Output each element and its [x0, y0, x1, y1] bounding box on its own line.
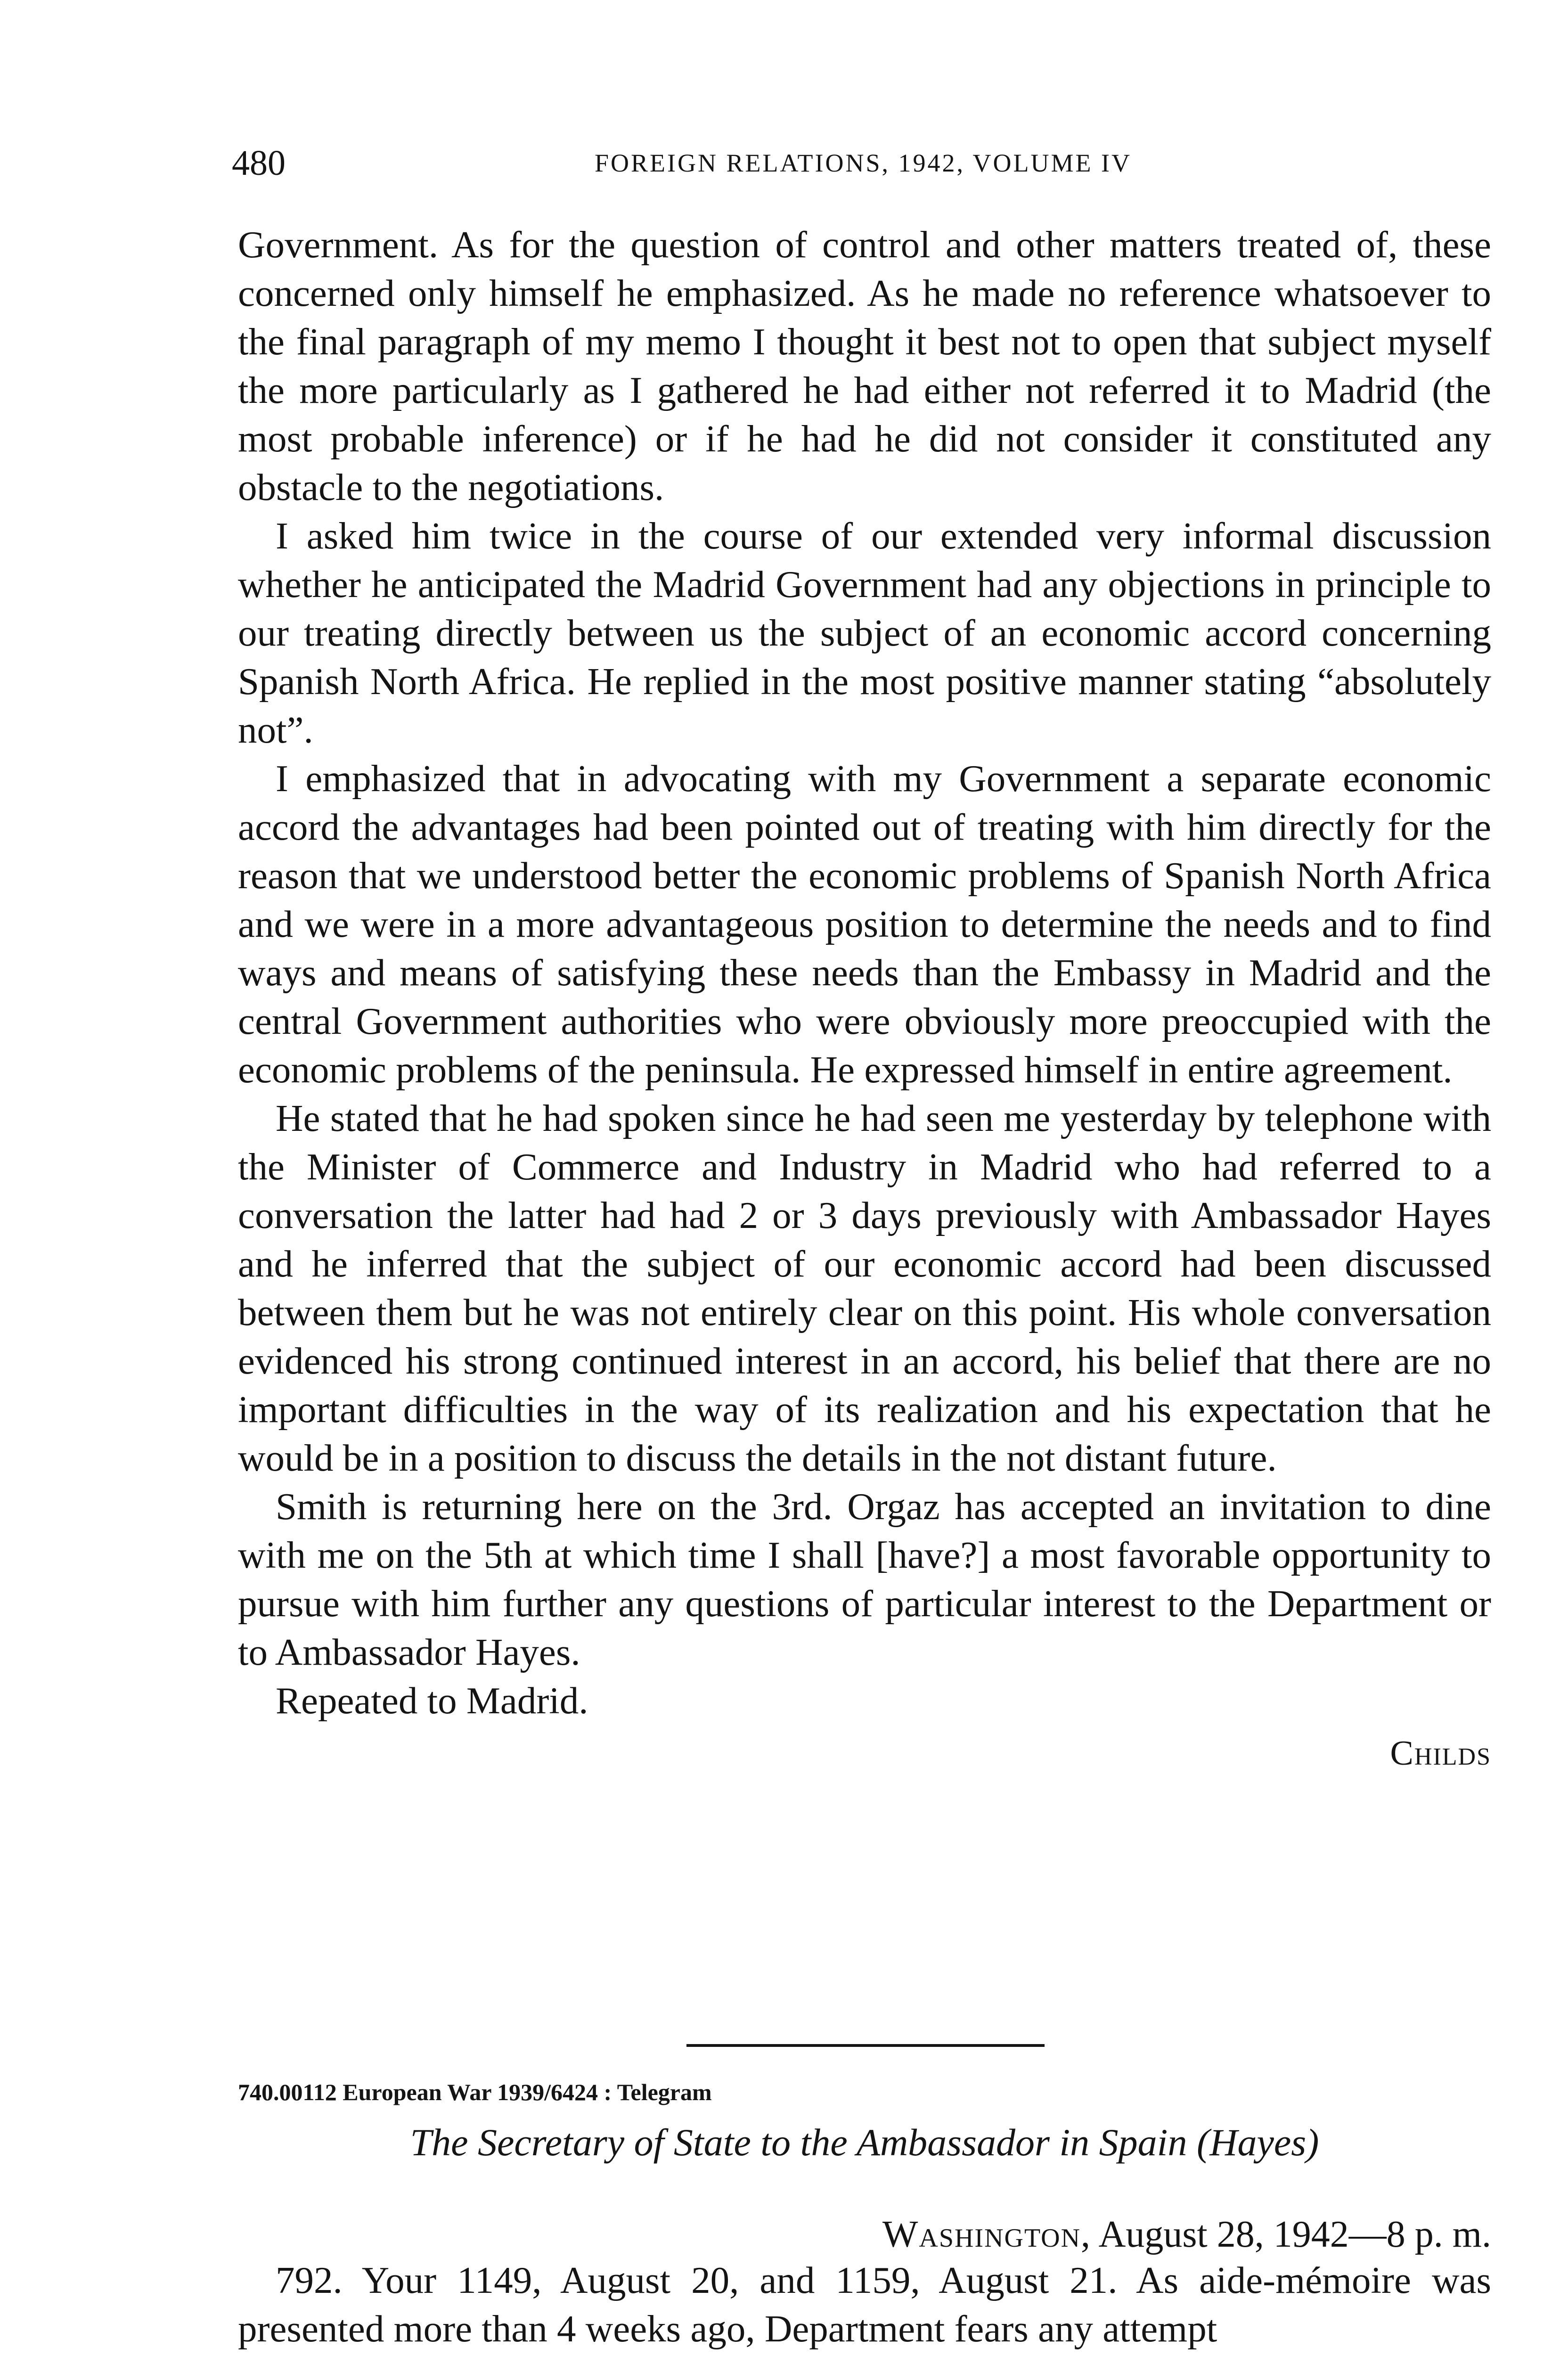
body-paragraph: He stated that he had spoken since he had seen me yesterday by telephone with the Minister of Commerce and Industry in Madrid who had referred to a conversation the latter had had 2 or 3 days previously with Ambassador Hayes and he inferred that the subject of our economic accord had been discussed between them but he was not entirely clear on this point. His whole conversation evidenced his strong continued interest in an accord, his belief that there are no important difficulties in the way of its realization and his expectation that he would be in a position to discuss the details in the not distant future. — [238, 1097, 1491, 1479]
page-header — [232, 139, 1494, 187]
document-title: The Secretary of State to the Ambassador in Spain (Hayes) — [410, 2121, 1319, 2164]
body-paragraph: Smith is returning here on the 3rd. Orgaz has accepted an invitation to dine with me on the 5th at which time I shall [have?] a most favorable opportunity to pursue with him further any questions of particular interest to the Department or to Ambassador Hayes. — [238, 1485, 1491, 1673]
body-paragraph: Repeated to Madrid. — [276, 1679, 588, 1722]
dateline — [238, 2210, 1491, 2259]
body-paragraph: I asked him twice in the course of our extended very informal discussion whether he anticipated the Madrid Government had any objections in principle to our treating directly between us the subject of an economic accord concerning Spanish North Africa. He replied in the most positive manner stating “absolutely not”. — [238, 515, 1491, 751]
telegram-body — [238, 2256, 1491, 2353]
signature: Childs — [1390, 1734, 1491, 1773]
file-reference: 740.00112 European War 1939/6424 : Telegram — [238, 2079, 712, 2105]
page-number: 480 — [232, 143, 286, 183]
section-divider — [686, 2044, 1045, 2047]
document-body — [238, 221, 1491, 1777]
body-paragraph: I emphasized that in advocating with my Government a separate economic accord the advantages had been pointed out of treating with him directly for the reason that we understood better the economic problems of Spanish North Africa and we were in a more advantageous position to determine the needs and to find ways and means of satisfying these needs than the Embassy in Madrid and the central Government authorities who were obviously more preoccupied with the economic problems of the peninsula. He expressed himself in entire agreement. — [238, 757, 1491, 1091]
dateline-date: August 28, 1942—8 p. m. — [1098, 2214, 1491, 2255]
body-paragraph: Government. As for the question of control and other matters treated of, these concerned only himself he emphasized. As he made no reference whatsoever to the final paragraph of my memo I thought it best not to open that subject myself the more particularly as I gathered he had either not referred it to Madrid (the most probable inference) or if he had he did not consider it constituted any obstacle to the negotiations. — [238, 223, 1491, 508]
dateline-place: Washington, — [882, 2214, 1092, 2255]
running-title: FOREIGN RELATIONS, 1942, VOLUME IV — [595, 149, 1132, 177]
telegram-paragraph: 792. Your 1149, August 20, and 1159, August 21. As aide-mémoire was presented more than 4 weeks ago, Department fears any attempt — [238, 2259, 1491, 2350]
